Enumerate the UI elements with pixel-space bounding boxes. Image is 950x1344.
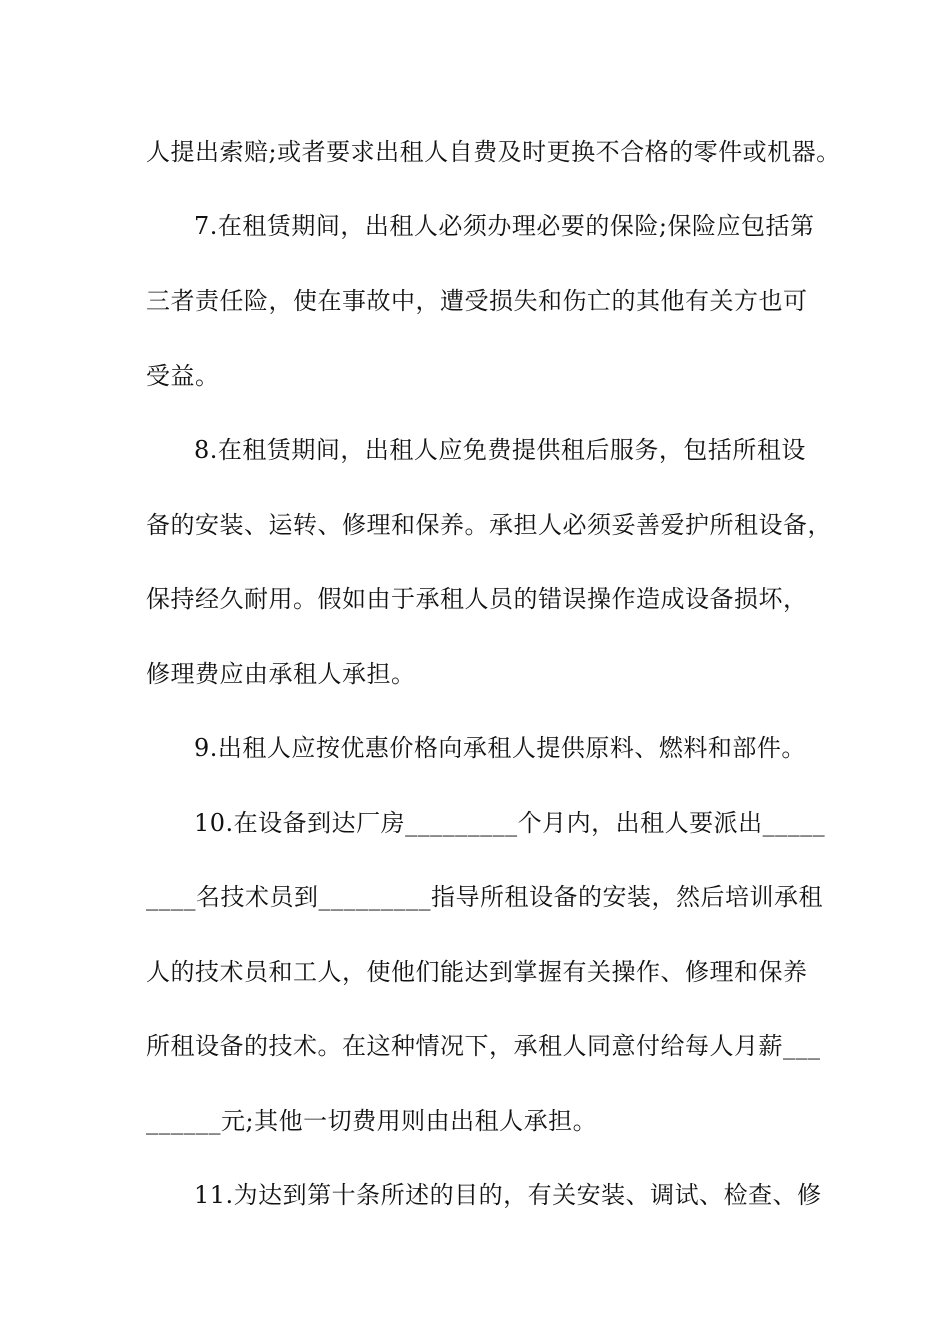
- text-line-8: 修理费应由承租人承担。: [146, 660, 416, 688]
- text-line-1: 人提出索赔;或者要求出租人自费及时更换不合格的零件或机器。: [146, 138, 841, 166]
- text-line-12: 人的技术员和工人，使他们能达到掌握有关操作、修理和保养: [146, 958, 808, 986]
- text-line-6: 备的安装、运转、修理和保养。承担人必须妥善爱护所租设备，: [146, 511, 832, 539]
- text-line-9: 9.出租人应按优惠价格向承租人提供原料、燃料和部件。: [194, 734, 806, 762]
- text-line-13: 所租设备的技术。在这种情况下，承租人同意付给每人月薪___: [146, 1032, 821, 1060]
- text-line-3: 三者责任险，使在事故中，遭受损失和伤亡的其他有关方也可: [146, 287, 808, 315]
- text-line-7: 保持经久耐用。假如由于承租人员的错误操作造成设备损坏，: [146, 585, 808, 613]
- text-line-14: ______元;其他一切费用则由出租人承担。: [146, 1107, 598, 1135]
- text-line-10: 10.在设备到达厂房_________个月内，出租人要派出_____: [194, 809, 826, 837]
- text-line-5: 8.在租赁期间，出租人应免费提供租后服务，包括所租设: [194, 436, 806, 464]
- text-line-2: 7.在租赁期间，出租人必须办理必要的保险;保险应包括第: [194, 212, 815, 240]
- text-line-4: 受益。: [146, 362, 220, 390]
- text-line-11: ____名技术员到_________指导所租设备的安装，然后培训承租: [146, 883, 823, 911]
- text-line-15: 11.为达到第十条所述的目的，有关安装、调试、检查、修: [194, 1181, 822, 1209]
